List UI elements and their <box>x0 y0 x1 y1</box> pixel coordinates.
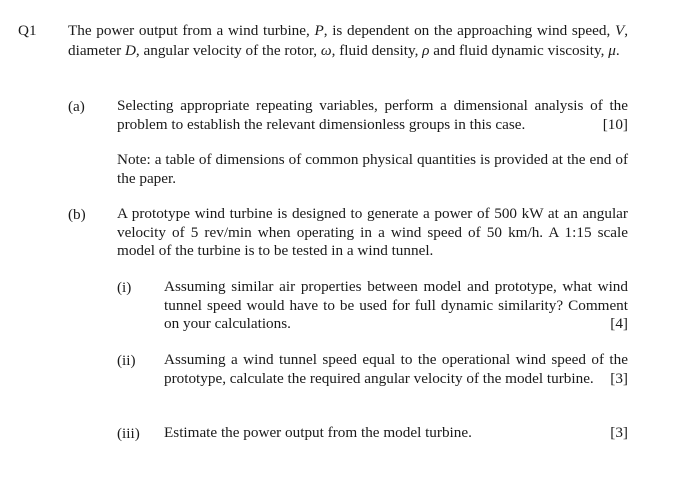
subpart-i-body <box>164 278 628 334</box>
symbol-mu: μ <box>608 42 616 59</box>
question-number: Q1 <box>18 22 37 39</box>
subpart-ii-text: Assuming a wind tunnel speed equal to the operational wind speed of the prototype, calculate the required angular velocity of the model turbine. <box>164 351 628 387</box>
stem-text-5: , fluid density, <box>331 42 419 59</box>
subpart-iii-marks: [3] <box>610 424 628 441</box>
subpart-i-marks: [4] <box>610 315 628 332</box>
stem-text-1: The power output from a wind turbine, <box>68 22 310 39</box>
subpart-i-text: Assuming similar air properties between model and prototype, what wind tunnel speed would have to be used for full dynamic similarity? Comment on your calculations. <box>164 278 628 332</box>
symbol-omega: ω <box>320 42 332 59</box>
stem-text-3: , diameter <box>68 22 629 59</box>
subpart-iii-label: (iii) <box>117 425 140 442</box>
part-a-text: Selecting appropriate repeating variables, perform a dimensional analysis of the problem to establish the relevant dimensionless groups in this case. <box>117 97 628 133</box>
part-a-note: Note: a table of dimensions of common physical quantities is provided at the end of the paper. <box>117 151 628 187</box>
part-b-label: (b) <box>68 206 86 223</box>
stem-text-7: . <box>615 42 620 59</box>
subpart-ii-marks: [3] <box>610 369 628 387</box>
stem-text-4: , angular velocity of the rotor, <box>135 42 318 59</box>
subpart-iii-body <box>164 424 628 443</box>
symbol-wind-speed: V <box>614 22 625 39</box>
symbol-rho: ρ <box>422 42 430 59</box>
subpart-iii-text: Estimate the power output from the model turbine. <box>164 424 472 441</box>
part-a-marks: [10] <box>602 115 628 133</box>
symbol-power: P <box>314 22 324 39</box>
symbol-diameter: D <box>124 42 136 59</box>
subpart-i-label: (i) <box>117 279 132 296</box>
stem-text-2: , is dependent on the approaching wind speed, <box>323 22 611 39</box>
subpart-ii-body <box>164 351 628 388</box>
stem-text-6: and fluid dynamic viscosity, <box>433 42 605 59</box>
question-stem <box>68 21 628 61</box>
part-a-label: (a) <box>68 98 85 115</box>
part-b-text: A prototype wind turbine is designed to generate a power of 500 kW at an angular velocity of 5 rev/min when operating in a wind speed of 50 km/h. A 1:15 scale model of the turbine is to be tested in a wind tunnel. <box>117 205 628 259</box>
part-a-body <box>117 97 628 134</box>
subpart-ii-label: (ii) <box>117 352 136 369</box>
